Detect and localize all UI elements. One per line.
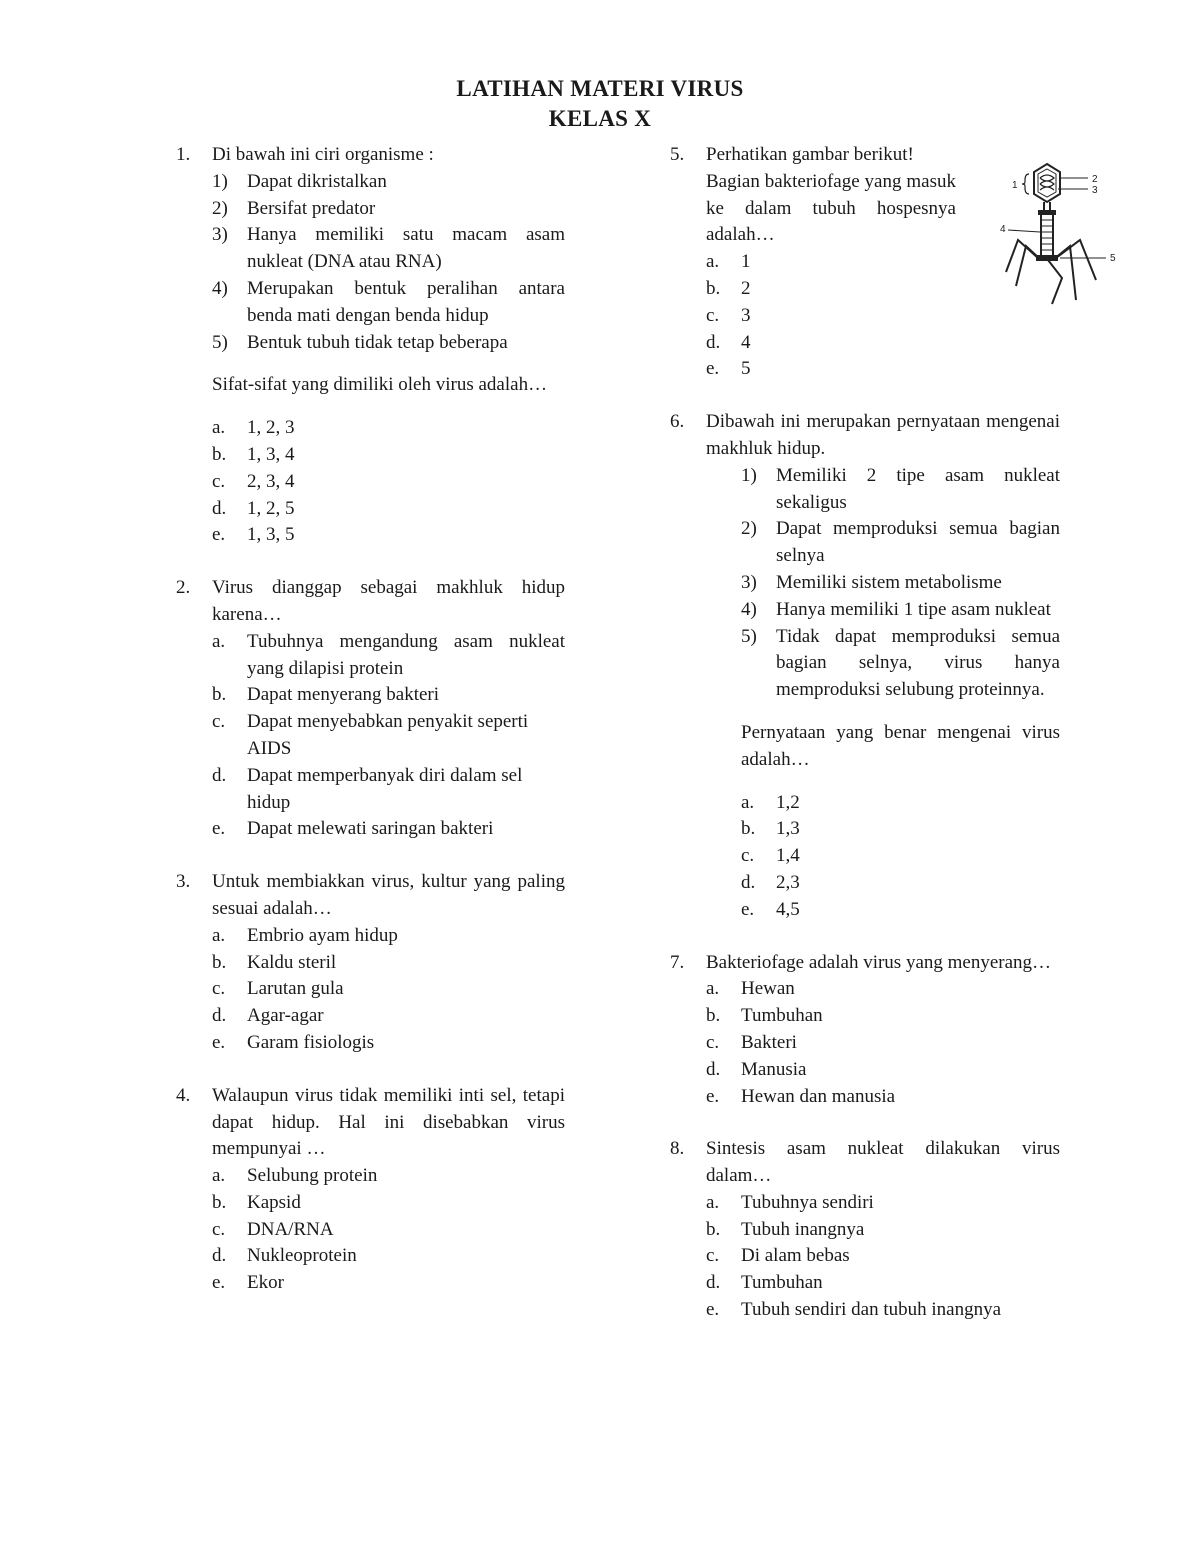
question-instruction: Perhatikan gambar berikut! [706, 144, 914, 165]
option-text: 1,2 [776, 791, 800, 813]
option-text: Larutan gula [247, 978, 344, 1000]
option-text: 1,4 [776, 845, 800, 867]
option-d[interactable] [212, 763, 565, 817]
option-a[interactable] [706, 976, 1060, 1003]
option-c[interactable] [706, 1030, 1060, 1057]
option-label: a. [212, 417, 226, 439]
option-b[interactable] [212, 950, 565, 977]
option-text: Selubung protein [247, 1165, 378, 1187]
option-label: b. [212, 684, 227, 706]
option-d[interactable] [706, 330, 1060, 357]
option-text: 2 [741, 277, 751, 299]
figure-label-1: 1 [1012, 180, 1018, 191]
figure-label-3: 3 [1092, 185, 1098, 196]
question-text: Dibawah ini merupakan pernyataan mengenai makhluk hidup. [706, 411, 1060, 459]
question-prompt: Sifat-sifat yang dimiliki oleh virus adalah… [212, 374, 548, 396]
question-number: 6. [670, 411, 685, 433]
statement-item [741, 624, 1060, 704]
question-2 [176, 575, 565, 843]
option-label: b. [706, 1218, 721, 1240]
option-d[interactable] [706, 1270, 1060, 1297]
left-column [176, 142, 565, 1323]
option-c[interactable] [741, 843, 1060, 870]
question-number: 5. [670, 144, 685, 165]
option-a[interactable] [212, 415, 565, 442]
question-6 [670, 409, 1060, 923]
statement-label: 3) [212, 224, 228, 246]
option-b[interactable] [706, 1217, 1060, 1244]
option-text: Ekor [247, 1272, 284, 1294]
option-list [741, 790, 1060, 924]
statement-item [212, 222, 565, 276]
option-a[interactable] [741, 790, 1060, 817]
statement-text: Memiliki 2 tipe asam nukleat sekaligus [776, 464, 1060, 513]
option-label: e. [706, 1299, 720, 1321]
option-text: 3 [741, 304, 751, 326]
option-list [706, 976, 1060, 1110]
statement-text: Tidak dapat memproduksi semua bagian selnya, virus hanya memproduksi selubung proteinnya. [776, 625, 1060, 701]
option-label: a. [212, 1165, 226, 1187]
statement-item [212, 196, 565, 223]
option-d[interactable] [741, 870, 1060, 897]
option-text: 1, 3, 4 [247, 443, 295, 465]
option-text: 4,5 [776, 898, 800, 920]
option-c[interactable] [706, 1243, 1060, 1270]
option-text: Tumbuhan [741, 1272, 823, 1294]
question-text: Untuk membiakkan virus, kultur yang paling sesuai adalah… [212, 871, 565, 919]
option-b[interactable] [706, 1003, 1060, 1030]
question-text: Bagian bakteriofage yang masuk ke dalam tubuh hospesnya adalah… [706, 170, 956, 246]
option-label: e. [212, 818, 226, 840]
question-text: Virus dianggap sebagai makhluk hidup karena… [212, 577, 565, 625]
statement-item [741, 570, 1060, 597]
question-text: Bakteriofage adalah virus yang menyerang… [706, 951, 1052, 973]
question-prompt: Pernyataan yang benar mengenai virus adalah… [741, 721, 1060, 770]
question-1 [176, 142, 565, 549]
option-label: e. [706, 1085, 720, 1107]
option-a[interactable] [212, 923, 565, 950]
option-label: d. [706, 1272, 721, 1294]
statement-label: 1) [741, 464, 757, 486]
statement-text: Dapat dikristalkan [247, 170, 387, 192]
question-text: Sintesis asam nukleat dilakukan virus dalam… [706, 1138, 1060, 1187]
statement-label: 1) [212, 170, 228, 192]
bacteriophage-figure [1000, 160, 1120, 310]
option-c[interactable] [212, 709, 565, 763]
option-label: b. [212, 951, 227, 973]
option-text: Bakteri [741, 1031, 797, 1053]
option-label: a. [212, 924, 226, 946]
statement-label: 4) [741, 598, 757, 620]
option-a[interactable] [212, 629, 565, 683]
option-text: Dapat menyebabkan penyakit seperti AIDS [247, 711, 529, 759]
option-text: Kapsid [247, 1191, 301, 1213]
question-number: 1. [176, 144, 191, 165]
statement-item [212, 276, 565, 330]
option-text: Tubuhnya sendiri [741, 1191, 874, 1213]
option-text: 1, 3, 5 [247, 524, 295, 546]
question-8 [670, 1136, 1060, 1324]
statement-text: Dapat memproduksi semua bagian selnya [776, 518, 1060, 567]
option-label: e. [741, 898, 755, 920]
page-subtitle: KELAS X [548, 106, 652, 131]
statement-label: 4) [212, 277, 228, 299]
option-label: c. [212, 470, 226, 492]
option-label: a. [706, 1191, 720, 1213]
option-text: Tubuh inangnya [741, 1218, 865, 1240]
option-text: Tumbuhan [741, 1005, 823, 1027]
option-b[interactable] [212, 442, 565, 469]
statement-item [212, 330, 565, 357]
statement-text: Bersifat predator [247, 197, 376, 219]
option-label: d. [212, 764, 227, 786]
statement-list [741, 463, 1060, 704]
option-list [706, 1190, 1060, 1324]
page-title: LATIHAN MATERI VIRUS [456, 76, 744, 101]
option-label: c. [212, 1218, 226, 1240]
option-c[interactable] [212, 469, 565, 496]
option-label: c. [212, 978, 226, 1000]
question-number: 2. [176, 577, 191, 599]
question-7 [670, 950, 1060, 1111]
option-c[interactable] [212, 1217, 565, 1244]
statement-label: 5) [741, 625, 757, 647]
statement-label: 5) [212, 331, 228, 353]
option-label: a. [212, 630, 226, 652]
option-text: Dapat menyerang bakteri [247, 684, 440, 706]
option-list [212, 1163, 565, 1297]
option-label: c. [212, 711, 226, 733]
option-d[interactable] [212, 1243, 565, 1270]
option-label: b. [706, 1005, 721, 1027]
option-text: Dapat melewati saringan bakteri [247, 818, 494, 840]
option-label: d. [741, 871, 756, 893]
option-text: 1, 2, 5 [247, 497, 295, 519]
option-a[interactable] [706, 1190, 1060, 1217]
option-b[interactable] [212, 682, 565, 709]
statement-list [212, 169, 565, 357]
statement-label: 2) [212, 197, 228, 219]
option-label: d. [212, 1245, 227, 1267]
option-text: Dapat memperbanyak diri dalam sel hidup [247, 764, 523, 813]
statement-text: Hanya memiliki 1 tipe asam nukleat [776, 598, 1051, 620]
option-label: b. [741, 818, 756, 840]
question-text: Di bawah ini ciri organisme : [212, 144, 434, 165]
option-text: Tubuh sendiri dan tubuh inangnya [741, 1299, 1002, 1321]
option-text: Kaldu steril [247, 951, 337, 973]
option-label: d. [212, 497, 227, 519]
option-e[interactable] [741, 897, 1060, 924]
option-label: e. [212, 1272, 226, 1294]
option-d[interactable] [706, 1057, 1060, 1084]
option-e[interactable] [212, 1270, 565, 1297]
option-text: 2,3 [776, 871, 800, 893]
option-label: d. [706, 1058, 721, 1080]
question-3 [176, 869, 565, 1057]
option-e[interactable] [212, 522, 565, 549]
statement-text: Memiliki sistem metabolisme [776, 571, 1002, 593]
option-label: e. [212, 1031, 226, 1053]
option-label: e. [706, 358, 720, 380]
option-label: d. [706, 331, 721, 353]
option-text: Garam fisiologis [247, 1031, 375, 1053]
option-a[interactable] [212, 1163, 565, 1190]
option-text: DNA/RNA [247, 1218, 334, 1240]
right-column [670, 142, 1060, 1350]
option-list [212, 629, 565, 843]
option-label: c. [706, 1031, 720, 1053]
question-number: 3. [176, 871, 191, 893]
option-c[interactable] [212, 976, 565, 1003]
option-text: 1,3 [776, 818, 800, 840]
option-list [212, 415, 565, 549]
statement-item [741, 597, 1060, 624]
option-label: a. [741, 791, 755, 813]
statement-text: Hanya memiliki satu macam asam nukleat (DNA atau RNA) [247, 224, 565, 273]
question-number: 4. [176, 1084, 191, 1106]
option-label: c. [706, 1245, 720, 1267]
option-label: a. [706, 978, 720, 1000]
statement-item [212, 169, 565, 196]
figure-label-2: 2 [1092, 174, 1098, 185]
figure-label-5: 5 [1110, 253, 1116, 264]
question-number: 8. [670, 1138, 685, 1160]
option-text: Di alam bebas [741, 1245, 850, 1267]
option-text: Agar-agar [247, 1005, 324, 1027]
option-text: Embrio ayam hidup [247, 924, 398, 946]
question-4 [176, 1083, 565, 1297]
option-label: a. [706, 251, 720, 273]
option-label: b. [212, 443, 227, 465]
option-e[interactable] [706, 356, 1060, 383]
option-e[interactable] [706, 1084, 1060, 1111]
option-d[interactable] [212, 1003, 565, 1030]
statement-label: 3) [741, 571, 757, 593]
option-label: c. [706, 304, 720, 326]
option-text: Manusia [741, 1058, 807, 1080]
option-b[interactable] [212, 1190, 565, 1217]
option-list [212, 923, 565, 1057]
question-number: 7. [670, 951, 685, 973]
option-e[interactable] [706, 1297, 1060, 1324]
option-text: 2, 3, 4 [247, 470, 295, 492]
statement-text: Bentuk tubuh tidak tetap beberapa [247, 331, 508, 353]
statement-item [741, 516, 1060, 570]
option-text: 5 [741, 358, 751, 380]
option-b[interactable] [741, 816, 1060, 843]
option-text: Nukleoprotein [247, 1245, 357, 1267]
statement-text: Merupakan bentuk peralihan antara benda mati dengan benda hidup [247, 277, 565, 326]
figure-label-4: 4 [1000, 224, 1006, 235]
statement-label: 2) [741, 518, 757, 540]
option-text: Tubuhnya mengandung asam nukleat yang dilapisi protein [247, 630, 565, 679]
option-d[interactable] [212, 496, 565, 523]
option-e[interactable] [212, 1030, 565, 1057]
option-label: b. [706, 277, 721, 299]
option-text: Hewan [741, 978, 795, 1000]
option-text: 4 [741, 331, 751, 353]
option-label: c. [741, 845, 755, 867]
statement-item [741, 463, 1060, 517]
option-label: e. [212, 524, 226, 546]
option-label: d. [212, 1005, 227, 1027]
option-text: 1, 2, 3 [247, 417, 295, 439]
question-text: Walaupun virus tidak memiliki inti sel, tetapi dapat hidup. Hal ini disebabkan virus mempunyai … [212, 1084, 565, 1160]
option-e[interactable] [212, 816, 565, 843]
option-label: b. [212, 1191, 227, 1213]
option-text: Hewan dan manusia [741, 1085, 896, 1107]
option-text: 1 [741, 251, 751, 273]
